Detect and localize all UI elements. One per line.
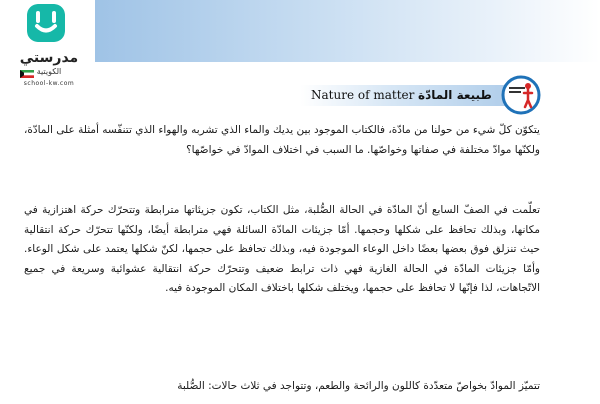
paragraph-properties: تتميّز الموادّ بخواصّ متعدّدة كاللون والرائحة والطعم، وتتواجد في ثلاث حالات: الصُّلبة	[177, 380, 540, 392]
header-gradient-bar	[95, 0, 600, 62]
science-figure-icon	[500, 75, 542, 115]
section-title-english: Nature of matter	[311, 88, 415, 102]
paragraph-states-of-matter: تعلّمت في الصفّ السابع أنّ المادّة في الحالة الصُّلبة، مثل الكتاب، تكون جزيئاتها مترابطة وتتحرّك حركة اهتزازية في مكانها، وبذلك تحافظ على شكلها وحجمها. أمّا جزيئات المادّة السائلة فهي مترابطة أيضًا، ولكنّها تتحرّك حركة انتقالية حيث تنزلق فوق بعضها بعضًا داخل الوعاء الموجودة فيه، وبذلك تحافظ على حجمها، لكنّ شكلها يعتمد على شكل الوعاء. وأمّا جزيئات المادّة في الحالة الغازية فهي ذات ترابط ضعيف وتتحرّك حركة انتقالية عشوائية وسريعة في جميع الاتّجاهات، لذا فإنّها لا تحافظ على حجمها، ويختلف شكلها باختلاف المكان الموجودة فيه.	[24, 204, 540, 294]
paragraph-intro: يتكوّن كلّ شيء من حولنا من مادّة، فالكتاب الموجود بين يديك والماء الذي تشربه والهواء الذي تتنفّسه أمثلة على المادّة، ولكنّها موادّ مختلفة في صفاتها وخواصّها. ما السبب في اختلاف الموادّ في خواصّها؟	[24, 124, 540, 156]
logo-subtitle: الكويتية	[36, 67, 62, 76]
site-logo[interactable]	[14, 4, 84, 92]
logo-tile-icon	[27, 4, 65, 42]
section-title-arabic: طبيعة المادّة	[418, 88, 492, 102]
logo-url: school-kw.com	[23, 80, 75, 87]
logo-name: مدرستي	[19, 50, 79, 66]
